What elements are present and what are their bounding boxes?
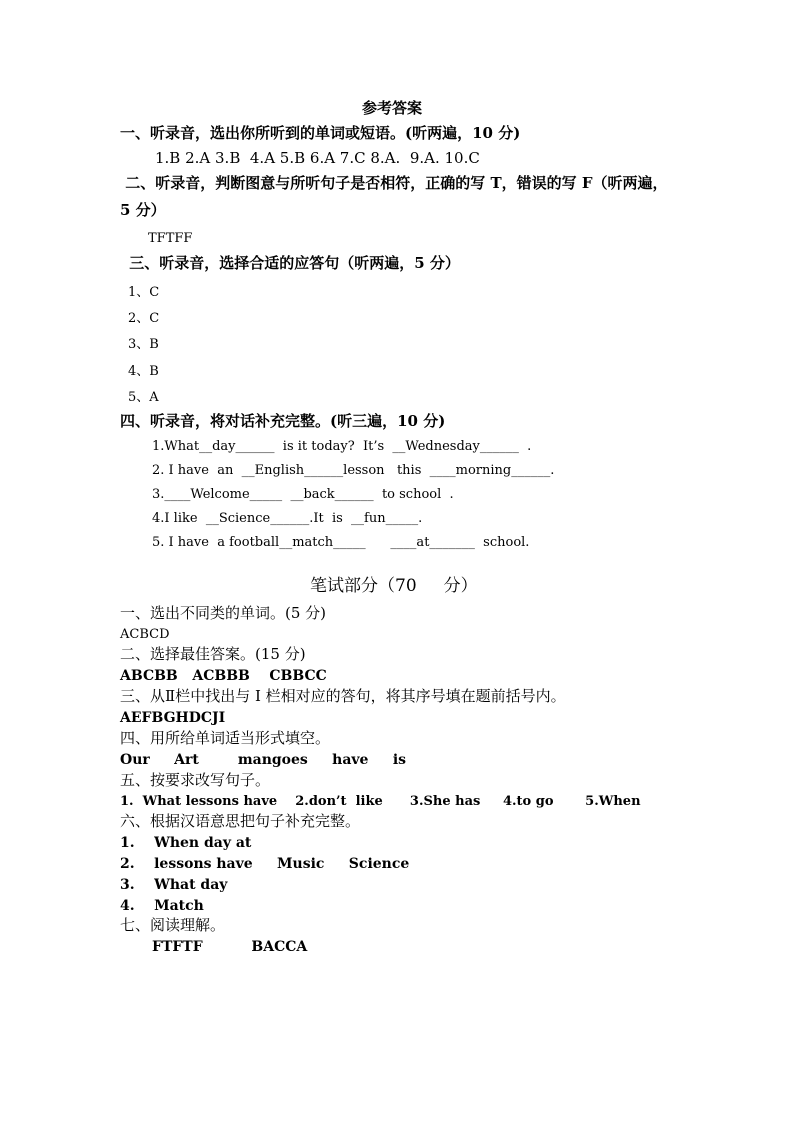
- answer-line: 3.____Welcome_____ __back______ to school .: [152, 487, 454, 502]
- answer-line: 5、A: [128, 390, 159, 405]
- answer-line: 1、C: [128, 285, 160, 300]
- answer-line: 1.What__day______ is it today? It’s __Wednesday______ .: [152, 439, 532, 454]
- answer-line: 2. I have an __English______lesson this ____morning______.: [152, 463, 555, 478]
- answer-line: 1. When day at: [120, 835, 252, 851]
- answer-line: 4. Match: [120, 898, 204, 914]
- section-heading: 三、从Ⅱ栏中找出与 I 栏相对应的答句，将其序号填在题前括号内。: [120, 687, 566, 705]
- answer-line: 2、C: [128, 311, 160, 326]
- answer-line: FTFTF BACCA: [152, 939, 308, 955]
- answer-line: ABCBB ACBBB CBBCC: [120, 668, 327, 684]
- section-heading: 一、选出不同类的单词。(5 分): [120, 604, 327, 622]
- section-heading: 四、听录音，将对话补充完整。(听三遍，10 分): [120, 412, 446, 430]
- answer-line: TFTFF: [148, 231, 193, 246]
- answer-line: Our Art mangoes have is: [120, 752, 407, 768]
- section-heading: 七、阅读理解。: [120, 916, 226, 934]
- answer-line: 2. lessons have Music Science: [120, 856, 410, 872]
- answer-line: 1. What lessons have 2.don’t like 3.She has 4.to go 5.When: [120, 794, 641, 809]
- answer-line: AEFBGHDCJI: [120, 710, 226, 726]
- section-heading: 三、听录音，选择合适的应答句（听两遍，5 分）: [124, 254, 460, 272]
- section-heading: 六、根据汉语意思把句子补充完整。: [120, 812, 361, 830]
- answer-line: 1.B 2.A 3.B 4.A 5.B 6.A 7.C 8.A. 9.A. 10.C: [155, 149, 480, 167]
- section-heading-continued: 5 分）: [120, 201, 166, 219]
- answer-line: 5. I have a football__match_____ ____at_______ school.: [152, 535, 530, 550]
- section-heading: 一、听录音，选出你所听到的单词或短语。(听两遍，10 分): [120, 124, 521, 142]
- section-heading: 二、听录音，判断图意与所听句子是否相符，正确的写 T，错误的写 F（听两遍，: [120, 174, 668, 192]
- section-heading: 五、按要求改写句子。: [120, 771, 271, 789]
- answer-line: ACBCD: [120, 627, 170, 642]
- answer-line: 3、B: [128, 337, 159, 352]
- written-part-title: 笔试部分（70 分）: [310, 576, 478, 596]
- answer-line: 4、B: [128, 364, 159, 379]
- page-title: 参考答案: [362, 99, 423, 117]
- section-heading: 二、选择最佳答案。(15 分): [120, 645, 306, 663]
- answer-line: 3. What day: [120, 877, 228, 893]
- answer-line: 4.I like __Science______.It is __fun_____.: [152, 511, 423, 526]
- section-heading: 四、用所给单词适当形式填空。: [120, 729, 331, 747]
